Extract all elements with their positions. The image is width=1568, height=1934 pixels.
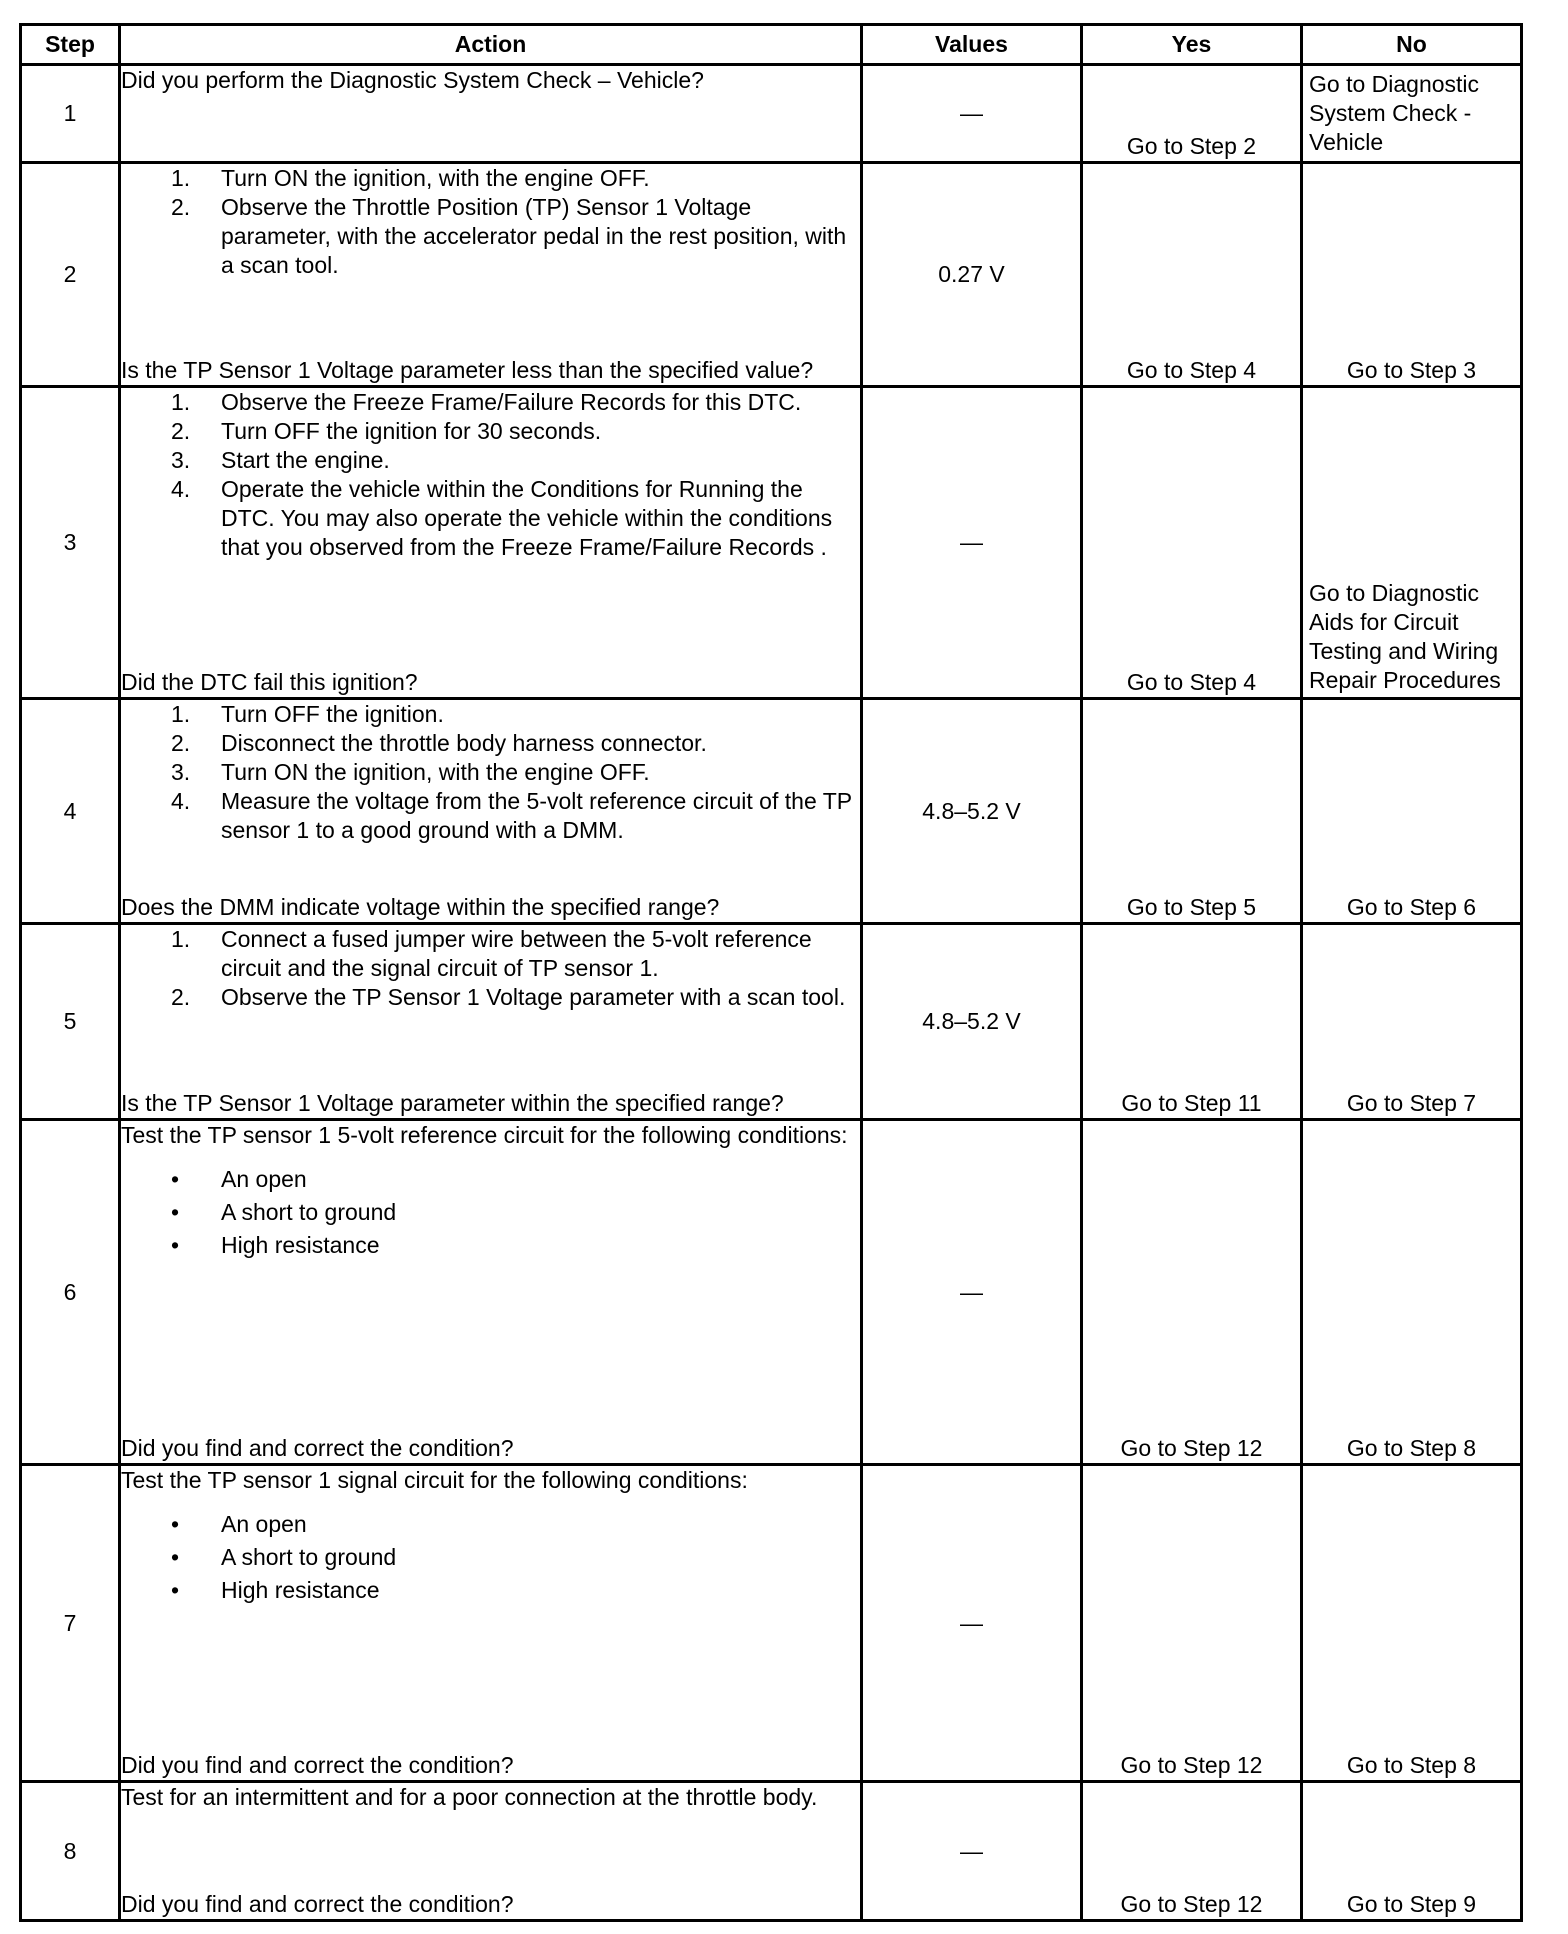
condition-item: • High resistance bbox=[121, 1229, 860, 1262]
condition-list bbox=[121, 1508, 860, 1607]
table-row bbox=[21, 65, 1522, 163]
condition-item: • High resistance bbox=[121, 1574, 860, 1607]
condition-list bbox=[121, 1163, 860, 1262]
action-step: 1. Observe the Freeze Frame/Failure Records for this DTC. bbox=[171, 389, 802, 415]
action-step: 1. Turn ON the ignition, with the engine OFF. bbox=[171, 165, 650, 191]
no-cell: Go to Step 9 bbox=[1302, 1782, 1522, 1921]
value-cell: — bbox=[862, 1782, 1082, 1921]
table-row bbox=[21, 387, 1522, 699]
condition-item: • A short to ground bbox=[121, 1196, 860, 1229]
step-number: 1 bbox=[21, 65, 120, 163]
step-number: 3 bbox=[21, 387, 120, 699]
step-number: 5 bbox=[21, 924, 120, 1120]
action-steps bbox=[121, 388, 860, 562]
action-question: Did you find and correct the condition? bbox=[121, 1891, 514, 1917]
yes-cell: Go to Step 5 bbox=[1082, 699, 1302, 924]
action-question: Is the TP Sensor 1 Voltage parameter less than the specified value? bbox=[121, 357, 814, 383]
action-text: Did you perform the Diagnostic System Check – Vehicle? bbox=[121, 67, 704, 93]
value-cell: 4.8–5.2 V bbox=[862, 699, 1082, 924]
table-row bbox=[21, 924, 1522, 1120]
bullet-icon: • bbox=[171, 1166, 180, 1192]
yes-cell: Go to Step 12 bbox=[1082, 1782, 1302, 1921]
no-cell: Go to Step 8 bbox=[1302, 1120, 1522, 1465]
action-steps bbox=[121, 925, 860, 1012]
header-step: Step bbox=[21, 25, 120, 65]
action-cell bbox=[120, 65, 862, 163]
action-text: Test the TP sensor 1 signal circuit for the following conditions: bbox=[121, 1467, 748, 1493]
action-step: 2. Observe the TP Sensor 1 Voltage parameter with a scan tool. bbox=[171, 984, 846, 1010]
action-cell bbox=[120, 1465, 862, 1782]
header-no: No bbox=[1302, 25, 1522, 65]
yes-cell: Go to Step 4 bbox=[1082, 163, 1302, 387]
action-steps bbox=[121, 700, 860, 845]
action-question: Is the TP Sensor 1 Voltage parameter within the specified range? bbox=[121, 1090, 784, 1116]
table-row bbox=[21, 699, 1522, 924]
no-cell: Go to Step 7 bbox=[1302, 924, 1522, 1120]
action-step: 4. Operate the vehicle within the Conditions for Running the DTC. You may also operate the vehicle within the conditions that you observed from the Freeze Frame/Failure Records . bbox=[171, 476, 833, 560]
value-cell: — bbox=[862, 1120, 1082, 1465]
yes-cell: Go to Step 11 bbox=[1082, 924, 1302, 1120]
yes-cell: Go to Step 4 bbox=[1082, 387, 1302, 699]
no-cell: Go to Step 8 bbox=[1302, 1465, 1522, 1782]
step-number: 4 bbox=[21, 699, 120, 924]
action-cell bbox=[120, 1120, 862, 1465]
bullet-icon: • bbox=[171, 1544, 180, 1570]
action-cell bbox=[120, 387, 862, 699]
action-question: Did you find and correct the condition? bbox=[121, 1752, 514, 1778]
value-cell: 0.27 V bbox=[862, 163, 1082, 387]
action-text: Test for an intermittent and for a poor connection at the throttle body. bbox=[121, 1784, 818, 1810]
condition-item: • An open bbox=[121, 1163, 860, 1196]
action-question: Did the DTC fail this ignition? bbox=[121, 669, 418, 695]
header-action: Action bbox=[120, 25, 862, 65]
table-row bbox=[21, 1465, 1522, 1782]
value-cell: 4.8–5.2 V bbox=[862, 924, 1082, 1120]
condition-item: • An open bbox=[121, 1508, 860, 1541]
header-values: Values bbox=[862, 25, 1082, 65]
bullet-icon: • bbox=[171, 1511, 180, 1537]
value-cell: — bbox=[862, 387, 1082, 699]
action-step: 4. Measure the voltage from the 5-volt reference circuit of the TP sensor 1 to a good ground with a DMM. bbox=[171, 788, 852, 843]
action-cell bbox=[120, 924, 862, 1120]
action-step: 3. Start the engine. bbox=[171, 447, 390, 473]
step-number: 8 bbox=[21, 1782, 120, 1921]
condition-item: • A short to ground bbox=[121, 1541, 860, 1574]
value-cell: — bbox=[862, 1465, 1082, 1782]
no-cell: Go to Diagnostic System Check - Vehicle bbox=[1302, 65, 1522, 163]
step-number: 2 bbox=[21, 163, 120, 387]
no-cell: Go to Diagnostic Aids for Circuit Testing and Wiring Repair Procedures bbox=[1302, 387, 1522, 699]
bullet-icon: • bbox=[171, 1577, 180, 1603]
action-cell bbox=[120, 163, 862, 387]
yes-cell: Go to Step 2 bbox=[1082, 65, 1302, 163]
action-cell bbox=[120, 1782, 862, 1921]
action-text: Test the TP sensor 1 5-volt reference circuit for the following conditions: bbox=[121, 1122, 848, 1148]
diagnostic-table bbox=[19, 23, 1523, 1922]
step-number: 7 bbox=[21, 1465, 120, 1782]
action-question: Did you find and correct the condition? bbox=[121, 1435, 514, 1461]
action-question: Does the DMM indicate voltage within the specified range? bbox=[121, 894, 720, 920]
header-row bbox=[21, 25, 1522, 65]
action-step: 3. Turn ON the ignition, with the engine OFF. bbox=[171, 759, 650, 785]
bullet-icon: • bbox=[171, 1232, 180, 1258]
yes-cell: Go to Step 12 bbox=[1082, 1120, 1302, 1465]
action-cell bbox=[120, 699, 862, 924]
action-step: 1. Turn OFF the ignition. bbox=[171, 701, 444, 727]
bullet-icon: • bbox=[171, 1199, 180, 1225]
header-yes: Yes bbox=[1082, 25, 1302, 65]
action-step: 2. Disconnect the throttle body harness connector. bbox=[171, 730, 707, 756]
step-number: 6 bbox=[21, 1120, 120, 1465]
no-cell: Go to Step 3 bbox=[1302, 163, 1522, 387]
value-cell: — bbox=[862, 65, 1082, 163]
yes-cell: Go to Step 12 bbox=[1082, 1465, 1302, 1782]
table-row bbox=[21, 1782, 1522, 1921]
action-steps bbox=[121, 164, 860, 280]
no-cell: Go to Step 6 bbox=[1302, 699, 1522, 924]
table-row bbox=[21, 1120, 1522, 1465]
action-step: 2. Turn OFF the ignition for 30 seconds. bbox=[171, 418, 602, 444]
action-step: 2. Observe the Throttle Position (TP) Sensor 1 Voltage parameter, with the accelerator pedal in the rest position, with a scan tool. bbox=[171, 194, 847, 278]
action-step: 1. Connect a fused jumper wire between the 5-volt reference circuit and the signal circuit of TP sensor 1. bbox=[171, 926, 812, 981]
table-row bbox=[21, 163, 1522, 387]
